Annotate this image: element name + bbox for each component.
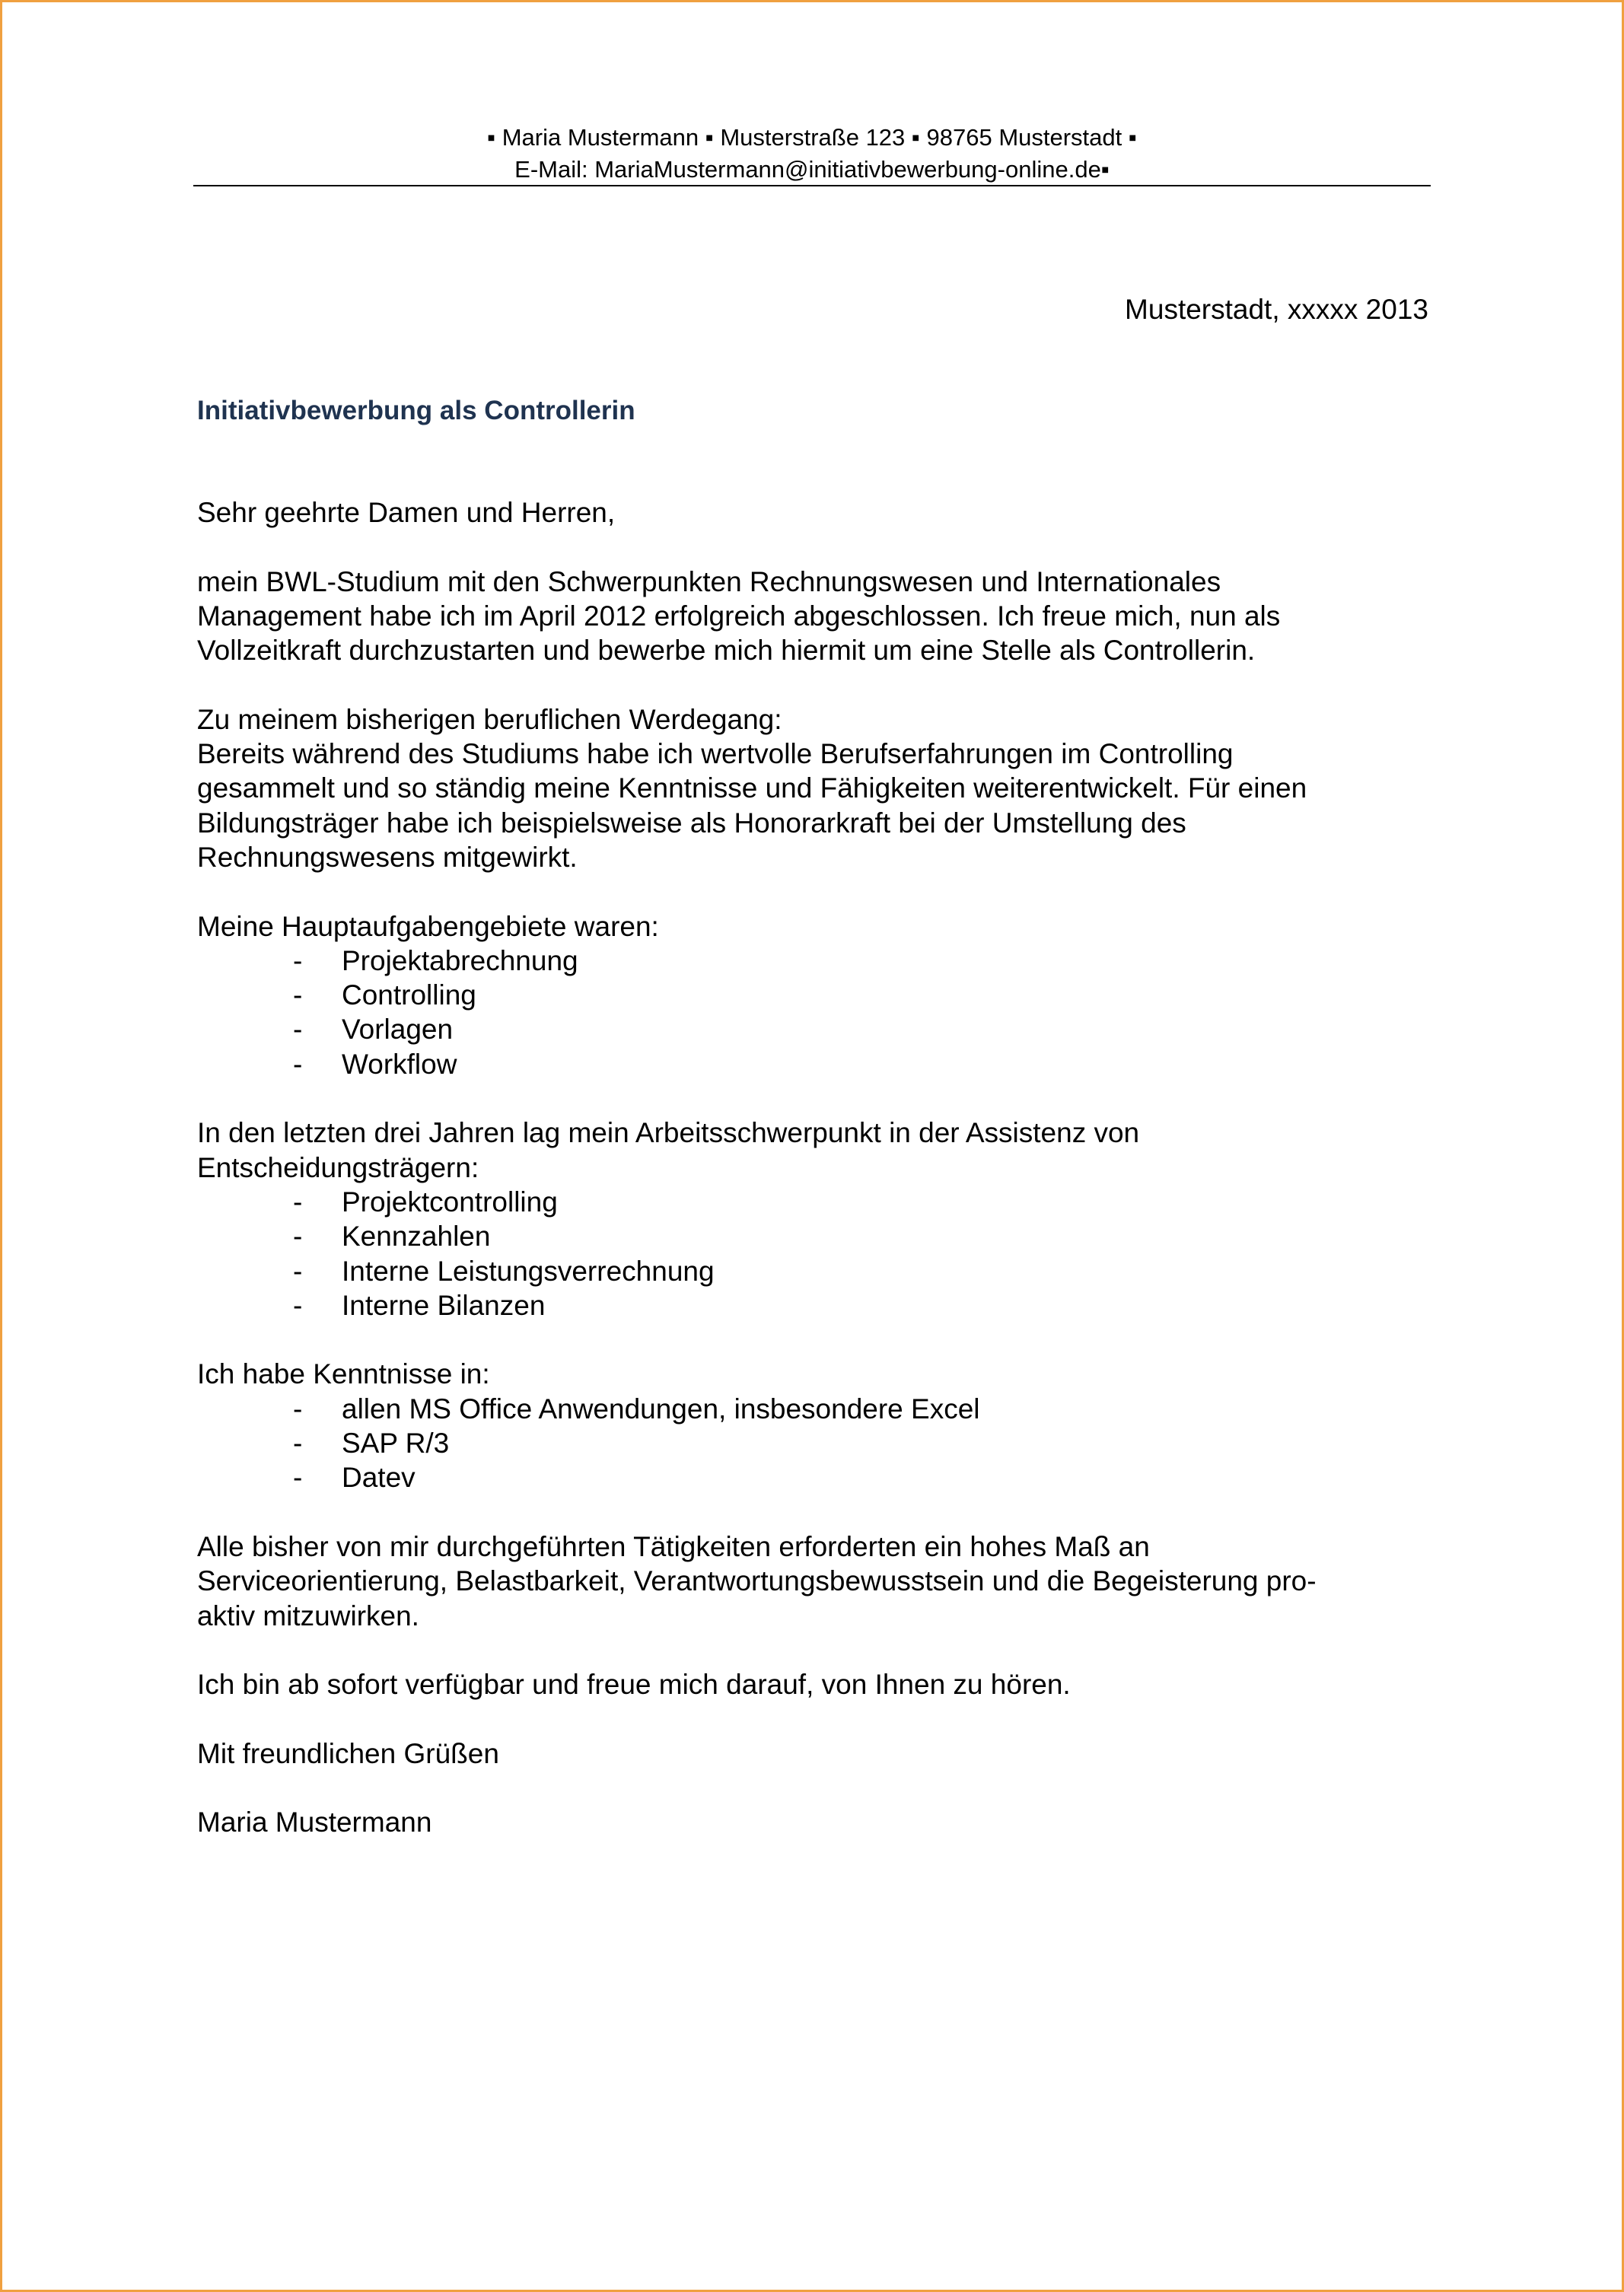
letterhead: [193, 122, 1431, 186]
tasks-list: [197, 944, 1445, 1081]
qualities-paragraph: [197, 1530, 1445, 1633]
salutation-text: Sehr geehrte Damen und Herren,: [197, 497, 616, 528]
list-item: [197, 1047, 1445, 1081]
dash-bullet: -: [293, 1186, 303, 1218]
availability-text: Ich bin ab sofort verfügbar und freue mich darauf, von Ihnen zu hören.: [197, 1669, 1071, 1701]
career-line: Rechnungswesens mitgewirkt.: [197, 841, 578, 873]
list-item-text: Vorlagen: [342, 1014, 454, 1046]
focus-intro: In den letzten drei Jahren lag mein Arbeitsschwerpunkt in der Assistenz von: [197, 1117, 1140, 1149]
tasks-intro: Meine Hauptaufgabengebiete waren:: [197, 910, 659, 942]
signature-paragraph: [197, 1805, 1445, 1839]
focus-list: [197, 1185, 1445, 1323]
tasks-section: [197, 909, 1445, 1081]
qualities-line: aktiv mitzuwirken.: [197, 1600, 419, 1631]
dash-bullet: -: [293, 1462, 303, 1494]
letterhead-address: ▪ Maria Mustermann ▪ Musterstraße 123 ▪ 98765 Musterstadt ▪: [487, 124, 1137, 151]
letterhead-email: E-Mail: MariaMustermann@initiativbewerbung-online.de▪: [514, 156, 1110, 183]
closing-text: Mit freundlichen Grüßen: [197, 1737, 499, 1769]
list-item-text: Datev: [342, 1462, 416, 1494]
list-item: [197, 1426, 1445, 1460]
list-item-text: Projektabrechnung: [342, 944, 578, 976]
dash-bullet: -: [293, 979, 303, 1011]
list-item: [197, 1460, 1445, 1495]
intro-line: mein BWL-Studium mit den Schwerpunkten Rechnungswesen und Internationales: [197, 565, 1221, 597]
focus-intro: Entscheidungsträgern:: [197, 1151, 479, 1183]
list-item-text: Workflow: [342, 1048, 457, 1080]
signature-name: Maria Mustermann: [197, 1807, 432, 1838]
list-item-text: Interne Leistungsverrechnung: [342, 1255, 715, 1287]
list-item-text: Interne Bilanzen: [342, 1289, 546, 1321]
skills-list: [197, 1392, 1445, 1495]
career-line: gesammelt und so ständig meine Kenntnisse und Fähigkeiten weiterentwickelt. Für einen: [197, 772, 1307, 804]
dash-bullet: -: [293, 1289, 303, 1321]
focus-section: [197, 1116, 1445, 1323]
list-item: [197, 1219, 1445, 1253]
list-item: [197, 1392, 1445, 1426]
letterhead-divider: [193, 185, 1431, 186]
dash-bullet: -: [293, 1014, 303, 1046]
salutation: [197, 495, 1445, 530]
dash-bullet: -: [293, 1428, 303, 1460]
letter-date: Musterstadt, xxxxx 2013: [1125, 294, 1428, 325]
list-item: [197, 1012, 1445, 1046]
dash-bullet: -: [293, 1048, 303, 1080]
list-item-text: Controlling: [342, 979, 476, 1011]
skills-intro: Ich habe Kenntnisse in:: [197, 1358, 490, 1390]
list-item: [197, 978, 1445, 1012]
closing-paragraph: [197, 1737, 1445, 1771]
skills-section: [197, 1357, 1445, 1495]
dash-bullet: -: [293, 1221, 303, 1253]
career-line: Bereits während des Studiums habe ich wertvolle Berufserfahrungen im Controlling: [197, 738, 1234, 770]
list-item-text: Kennzahlen: [342, 1221, 491, 1253]
list-item-text: SAP R/3: [342, 1428, 450, 1460]
intro-paragraph: [197, 565, 1445, 668]
dash-bullet: -: [293, 1393, 303, 1425]
letter-body: [197, 495, 1445, 1874]
list-item: [197, 1185, 1445, 1219]
qualities-line: Serviceorientierung, Belastbarkeit, Verantwortungsbewusstsein und die Begeisterung pro-: [197, 1565, 1317, 1597]
list-item: [197, 1254, 1445, 1288]
intro-line: Vollzeitkraft durchzustarten und bewerbe mich hiermit um eine Stelle als Controllerin.: [197, 635, 1256, 667]
list-item: [197, 944, 1445, 978]
letter-subject: Initiativbewerbung als Controllerin: [197, 396, 635, 425]
list-item-text: allen MS Office Anwendungen, insbesondere Excel: [342, 1393, 980, 1425]
career-paragraph: [197, 702, 1445, 874]
career-line: Zu meinem bisherigen beruflichen Werdegang:: [197, 703, 782, 735]
availability-paragraph: [197, 1667, 1445, 1701]
list-item: [197, 1288, 1445, 1323]
list-item-text: Projektcontrolling: [342, 1186, 558, 1218]
career-line: Bildungsträger habe ich beispielsweise als Honorarkraft bei der Umstellung des: [197, 807, 1186, 839]
dash-bullet: -: [293, 1255, 303, 1287]
intro-line: Management habe ich im April 2012 erfolgreich abgeschlossen. Ich freue mich, nun als: [197, 600, 1281, 632]
dash-bullet: -: [293, 944, 303, 976]
qualities-line: Alle bisher von mir durchgeführten Tätigkeiten erforderten ein hohes Maß an: [197, 1530, 1150, 1562]
